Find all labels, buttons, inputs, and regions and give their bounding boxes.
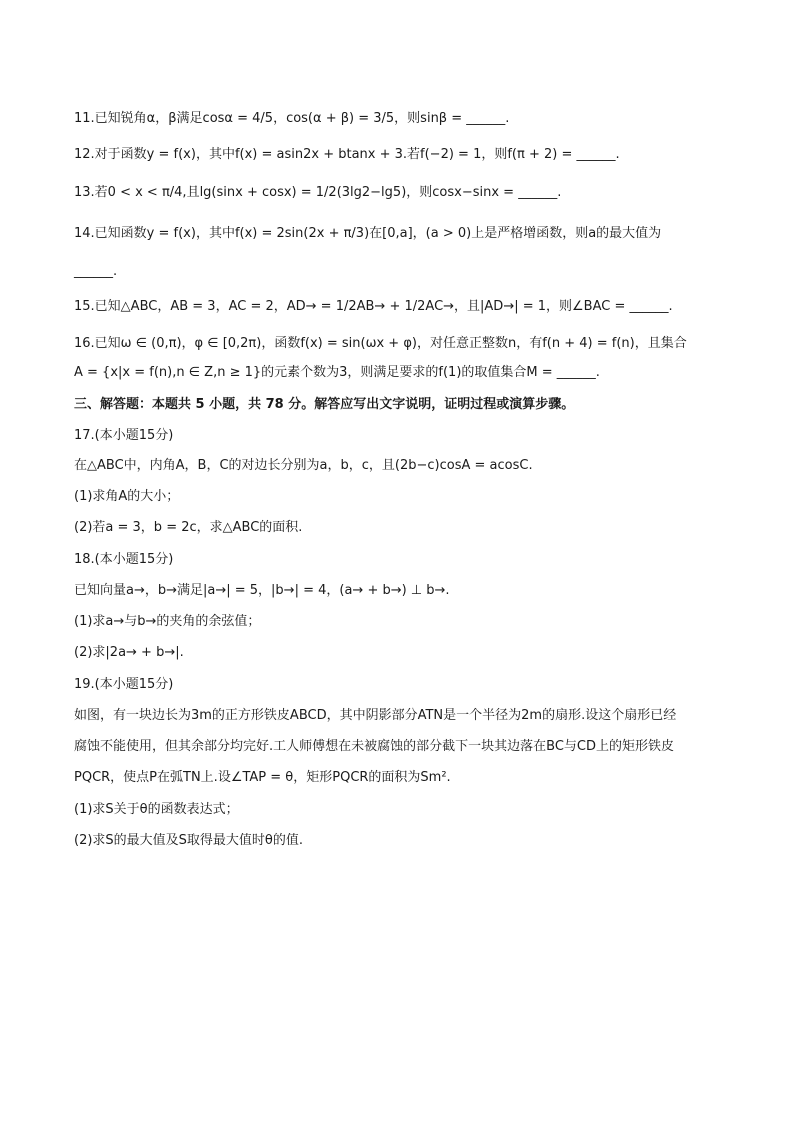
question-17-part-2: (2)若a = 3，b = 2c，求△ABC的面积.: [74, 520, 303, 535]
question-11: 11.已知锐角α，β满足cosα = 4/5，cos(α + β) = 3/5，则sinβ = ______.: [74, 111, 510, 126]
question-19-text-1: 如图，有一块边长为3m的正方形铁皮ABCD，其中阴影部分ATN是一个半径为2m的扇形.设这个扇形已经: [74, 708, 677, 723]
question-16-line-1: 16.已知ω ∈ (0,π)，φ ∈ [0,2π)，函数f(x) = sin(ωx + φ)，对任意正整数n，有f(n + 4) = f(n)，且集合: [74, 336, 687, 351]
question-19-part-1: (1)求S关于θ的函数表达式；: [74, 802, 239, 817]
question-18-header: 18.(本小题15分): [74, 552, 174, 567]
question-15: 15.已知△ABC，AB = 3，AC = 2，AD→ = 1/2AB→ + 1/2AC→，且|AD→| = 1，则∠BAC = ______.: [74, 299, 673, 314]
question-13: 13.若0 < x < π/4,且lg(sinx + cosx) = 1/2(3lg2−lg5)，则cosx−sinx = ______.: [74, 185, 562, 200]
question-18-part-2: (2)求|2a→ + b→|.: [74, 645, 184, 660]
question-18-part-1: (1)求a→与b→的夹角的余弦值；: [74, 614, 261, 629]
section-header-solutions: 三、解答题：本题共 5 小题，共 78 分。解答应写出文字说明，证明过程或演算步骤。: [74, 397, 575, 412]
question-19-text-2: 腐蚀不能使用，但其余部分均完好.工人师傅想在未被腐蚀的部分截下一块其边落在BC与CD上的矩形铁皮: [74, 739, 674, 754]
question-17-header: 17.(本小题15分): [74, 428, 174, 443]
question-14-line-1: 14.已知函数y = f(x)，其中f(x) = 2sin(2x + π/3)在[0,a]，(a > 0)上是严格增函数，则a的最大值为: [74, 226, 662, 241]
question-19-header: 19.(本小题15分): [74, 677, 174, 692]
question-19-text-3: PQCR，使点P在弧TN上.设∠TAP = θ，矩形PQCR的面积为Sm².: [74, 770, 451, 785]
question-14-line-2: ______.: [74, 264, 118, 279]
question-16-line-2: A = {x|x = f(n),n ∈ Z,n ≥ 1}的元素个数为3，则满足要求的f(1)的取值集合M = ______.: [74, 365, 600, 380]
question-19-part-2: (2)求S的最大值及S取得最大值时θ的值.: [74, 833, 304, 848]
question-18-text: 已知向量a→，b→满足|a→| = 5，|b→| = 4，(a→ + b→) ⊥ b→.: [74, 583, 450, 598]
question-17-part-1: (1)求角A的大小；: [74, 489, 180, 504]
question-17-text: 在△ABC中，内角A，B，C的对边长分别为a，b，c，且(2b−c)cosA = acosC.: [74, 458, 533, 473]
question-12: 12.对于函数y = f(x)，其中f(x) = asin2x + btanx + 3.若f(−2) = 1，则f(π + 2) = ______.: [74, 147, 620, 162]
